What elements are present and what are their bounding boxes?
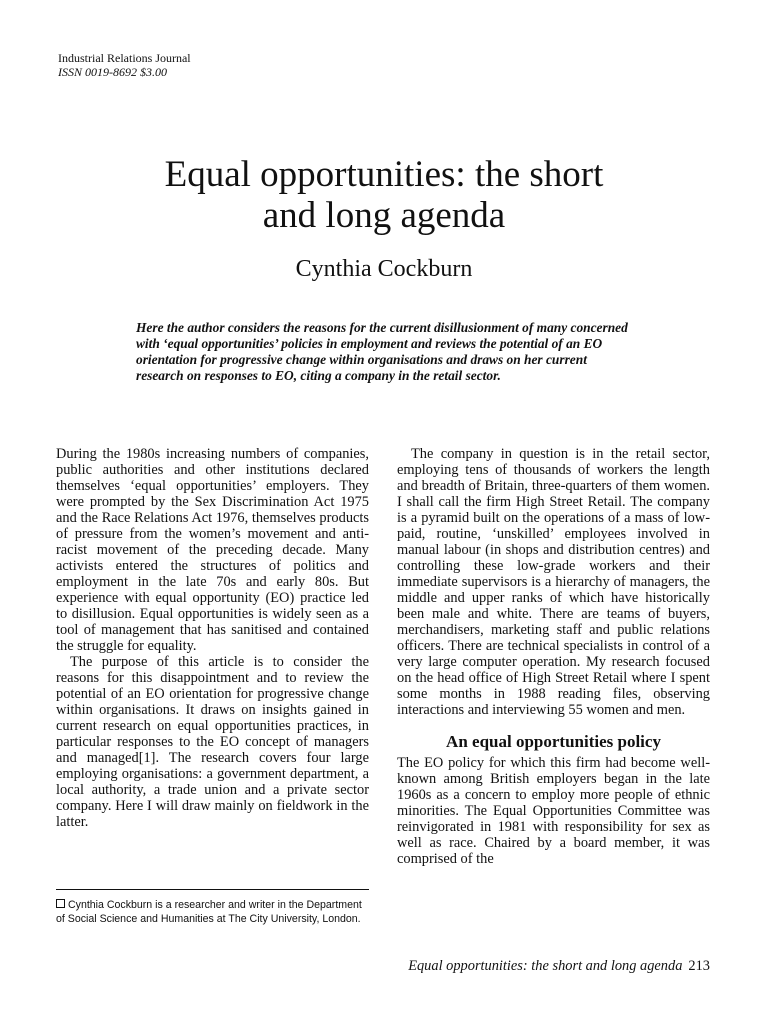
article-abstract: Here the author considers the reasons for the current disillusionment of many concerned with ‘equal opportunities’ policies in employment and reviews the potential of an EO orientation for progressive change within organisations and draws on her current research on responses to EO, citing a company in the retail sector. bbox=[136, 320, 628, 383]
body-paragraph: The EO policy for which this firm had become well-known among British employers began in the late 1960s as a concern to employ more people of ethnic minorities. The Equal Opportunities Committee was reinvigorated in 1981 with responsibility for sex as well as race. Chaired by a board member, it was comprised of the bbox=[397, 755, 710, 867]
author-footnote bbox=[56, 898, 369, 926]
footnote-divider bbox=[56, 889, 369, 890]
journal-issn: ISSN 0019-8692 $3.00 bbox=[58, 65, 167, 79]
body-paragraph: During the 1980s increasing numbers of companies, public authorities and other institutions declared themselves ‘equal opportunities’ employers. They were prompted by the Sex Discrimination Act 1975 and the Race Relations Act 1976, themselves products of pressure from the women’s movement and anti-racist movement of the preceding decade. Many activists entered the structures of politics and employment in the late 70s and early 80s. But experience with equal opportunity (EO) practice led to disillusion. Equal opportunities is widely seen as a tool of management that has sanitised and contained the struggle for equality. bbox=[56, 446, 369, 654]
title-line-1: Equal opportunities: the short bbox=[164, 154, 604, 195]
title-line-2: and long agenda bbox=[262, 195, 506, 236]
footnote-box-icon bbox=[56, 899, 65, 908]
right-column bbox=[397, 446, 710, 867]
running-footer-title: Equal opportunities: the short and long agenda bbox=[408, 958, 683, 974]
page-number: 213 bbox=[688, 958, 710, 974]
body-paragraph: The company in question is in the retail sector, employing tens of thousands of workers the length and breadth of Britain, three-quarters of them women. I shall call the firm High Street Retail. The company is a pyramid built on the operations of a mass of low-paid, routine, ‘unskilled’ employees involved in manual labour (in shops and distribution centres) and controlling these low-grade workers and their immediate supervisors is a hierarchy of managers, the middle and upper ranks of which have historically been male and white. There are teams of buyers, merchandisers, marketing staff and public relations officers. There are technical specialists in control of a very large computer operation. My research focused on the head office of High Street Retail where I spent some months in 1988 reading files, observing interactions and interviewing 55 women and men. bbox=[397, 446, 710, 718]
body-paragraph: The purpose of this article is to consider the reasons for this disappointment and to review the potential of an EO orientation for progressive change within organisations. It draws on insights gained in current research on equal opportunities practices, in particular responses to the EO concept of managers and managed[1]. The research covers four large employing organisations: a government department, a local authority, a trade union and a private sector company. Here I will draw mainly on fieldwork in the latter. bbox=[56, 654, 369, 830]
article-title bbox=[0, 154, 768, 236]
footnote-text: Cynthia Cockburn is a researcher and writer in the Department of Social Science and Humanities at The City University, London. bbox=[56, 899, 362, 925]
section-heading: An equal opportunities policy bbox=[446, 732, 661, 751]
article-author: Cynthia Cockburn bbox=[295, 256, 473, 282]
journal-header bbox=[58, 51, 191, 79]
journal-name: Industrial Relations Journal bbox=[58, 51, 191, 65]
running-footer bbox=[408, 958, 710, 975]
left-column bbox=[56, 446, 369, 830]
